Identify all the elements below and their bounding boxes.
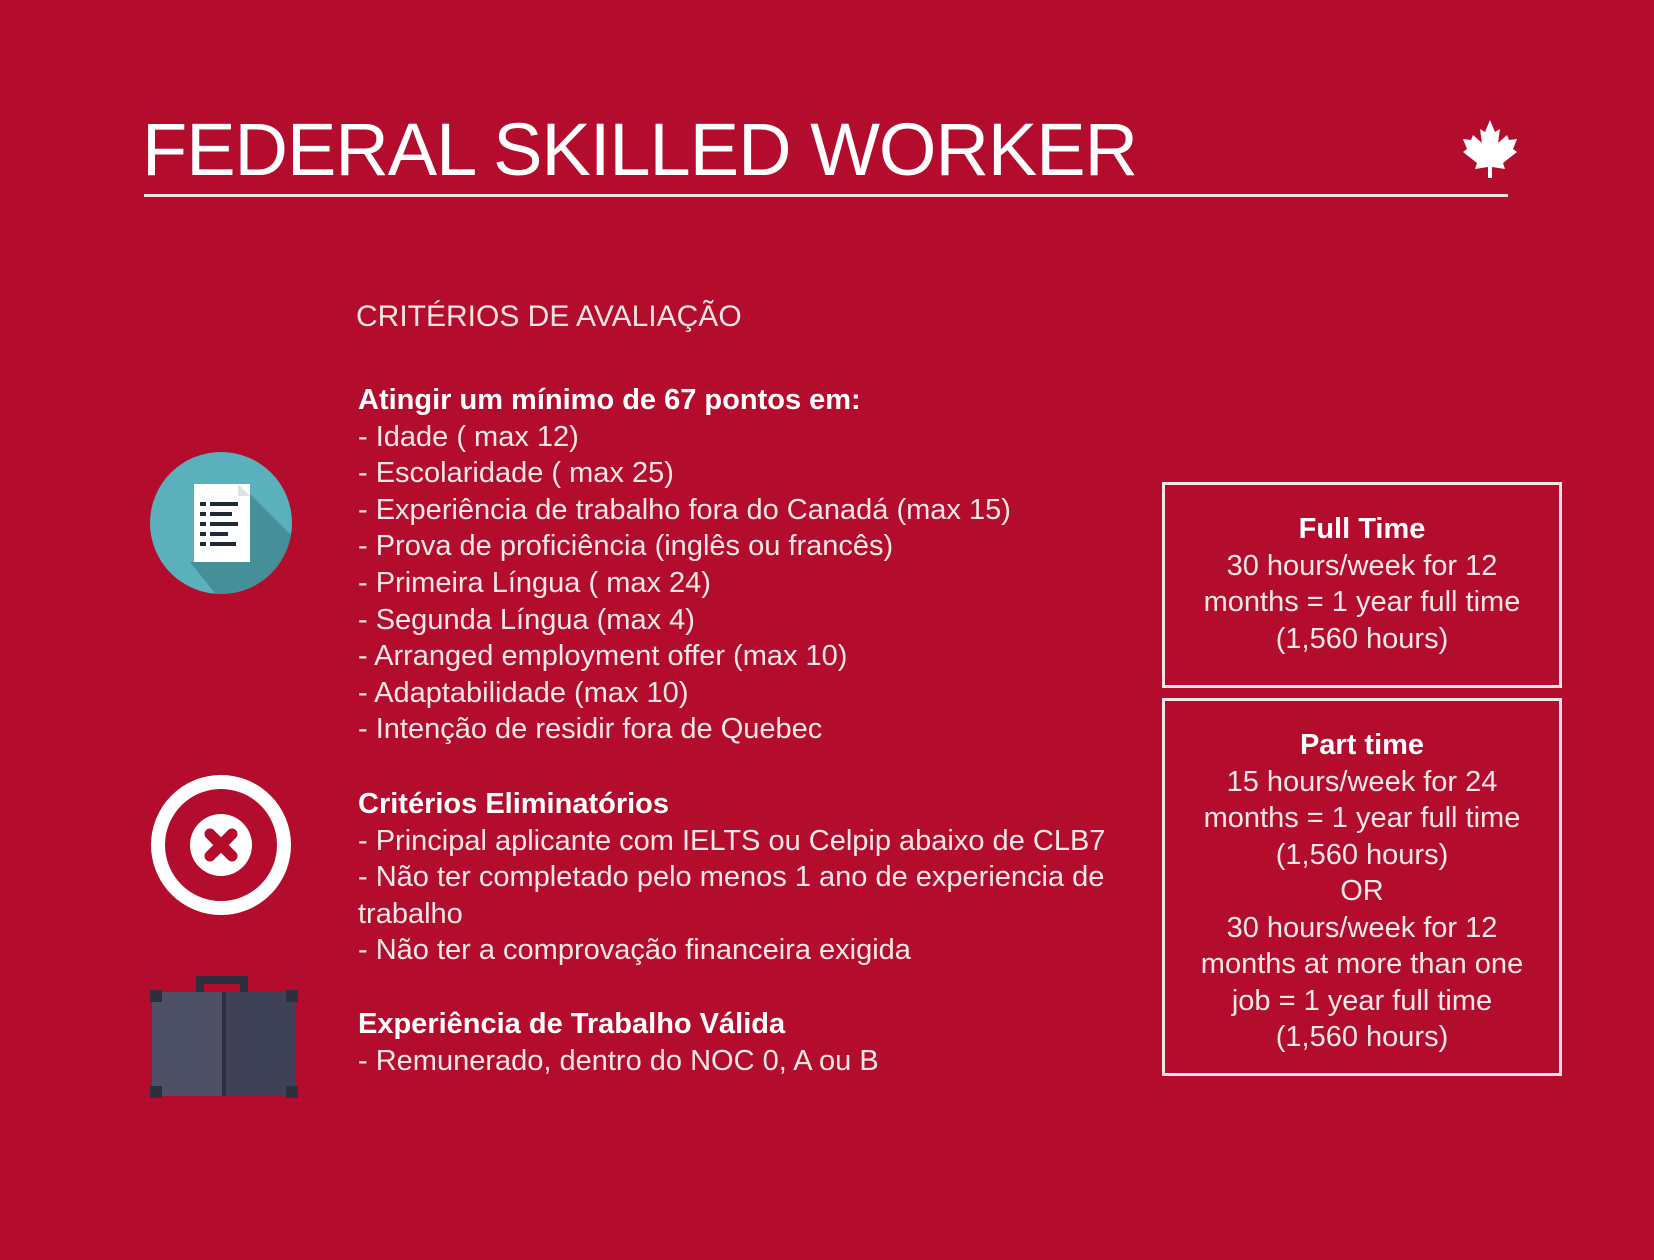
list-item: - Idade ( max 12)	[358, 420, 579, 453]
list-item: - Adaptabilidade (max 10)	[358, 676, 689, 709]
list-item: - Segunda Língua (max 4)	[358, 603, 695, 636]
list-item: - Arranged employment offer (max 10)	[358, 640, 848, 673]
list-item: - Prova de proficiência (inglês ou francês)	[358, 530, 894, 563]
points-block	[358, 382, 1011, 748]
points-list	[358, 419, 1011, 748]
close-circle-icon	[150, 774, 292, 916]
box-line: 30 hours/week for 12	[1226, 911, 1498, 944]
part-time-title: Part time	[1299, 729, 1425, 761]
box-line: months at more than one	[1200, 948, 1524, 980]
list-item: - Remunerado, dentro do NOC 0, A ou B	[358, 1044, 879, 1077]
box-line: OR	[1340, 875, 1384, 907]
list-item: - Experiência de trabalho fora do Canadá (max 15)	[358, 493, 1011, 526]
section-heading: CRITÉRIOS DE AVALIAÇÃO	[356, 300, 742, 333]
list-item: - Intenção de residir fora de Quebec	[358, 713, 823, 746]
elimination-block	[358, 786, 1158, 969]
elimination-heading: Critérios Eliminatórios	[358, 788, 670, 820]
maple-leaf-icon	[1462, 118, 1518, 178]
list-item: - Escolaridade ( max 25)	[358, 457, 674, 490]
points-heading: Atingir um mínimo de 67 pontos em:	[358, 384, 861, 416]
briefcase-icon	[150, 976, 298, 1100]
page-title: FEDERAL SKILLED WORKER	[142, 108, 1138, 191]
list-item: - Não ter a comprovação financeira exigida	[358, 934, 911, 967]
work-experience-heading: Experiência de Trabalho Válida	[358, 1008, 786, 1040]
box-line: 30 hours/week for 12	[1226, 549, 1498, 582]
title-divider	[144, 194, 1508, 197]
box-line: job = 1 year full time	[1231, 984, 1493, 1017]
box-line: (1,560 hours)	[1275, 838, 1449, 871]
elimination-list	[358, 823, 1158, 969]
box-line: months = 1 year full time	[1203, 802, 1521, 834]
list-item: - Primeira Língua ( max 24)	[358, 566, 711, 599]
document-list-icon	[150, 452, 292, 594]
box-line: months = 1 year full time	[1203, 586, 1521, 618]
box-line: (1,560 hours)	[1275, 622, 1449, 655]
work-experience-list	[358, 1043, 879, 1080]
part-time-box	[1162, 698, 1562, 1076]
work-experience-block	[358, 1006, 879, 1079]
box-line: 15 hours/week for 24	[1226, 765, 1498, 798]
full-time-box	[1162, 482, 1562, 688]
list-item: - Principal aplicante com IELTS ou Celpip abaixo de CLB7	[358, 824, 1106, 857]
list-item: - Não ter completado pelo menos 1 ano de experiencia de trabalho	[358, 861, 1105, 930]
box-line: (1,560 hours)	[1275, 1021, 1449, 1053]
full-time-title: Full Time	[1298, 513, 1426, 545]
